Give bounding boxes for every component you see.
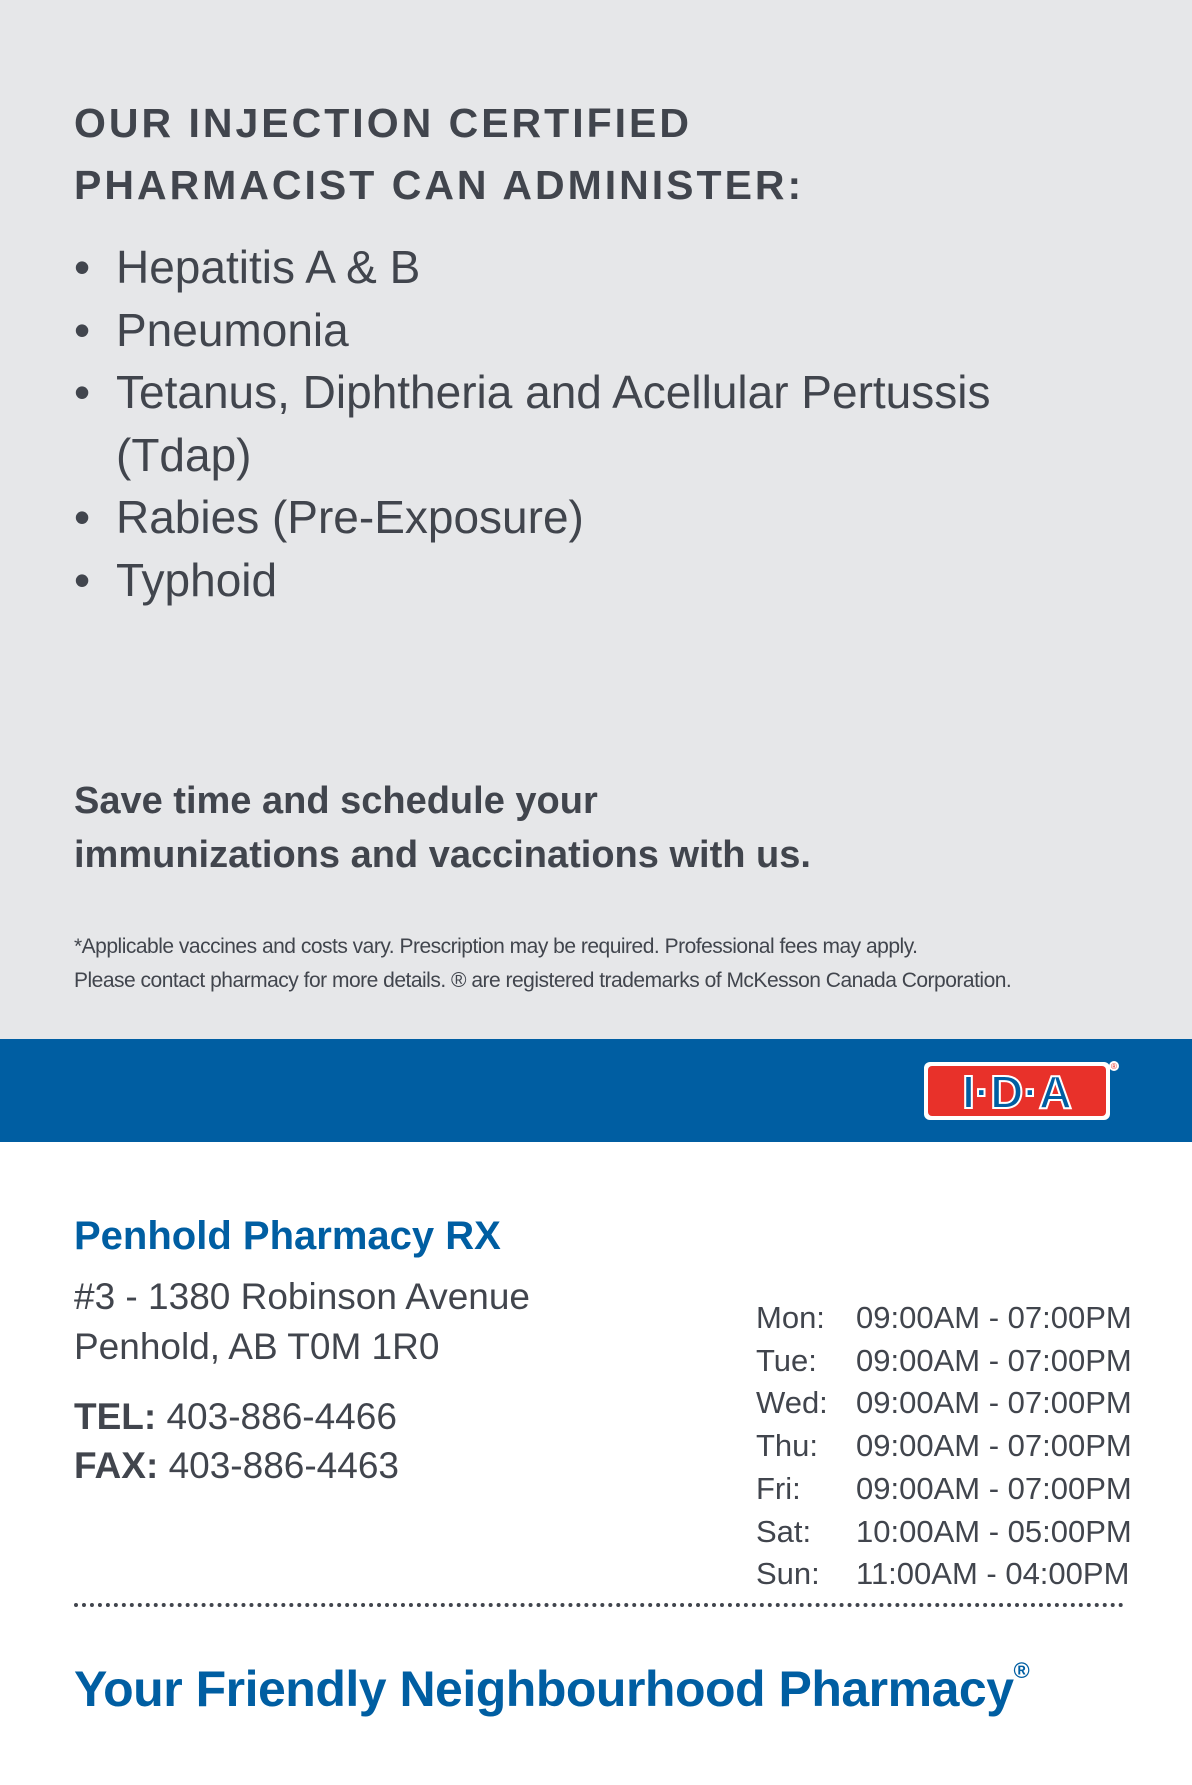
tagline-text: Your Friendly Neighbourhood Pharmacy (74, 1661, 1014, 1717)
time: 09:00AM - 07:00PM (856, 1385, 1132, 1421)
hours-row (756, 1340, 1176, 1383)
registered-mark: ® (1013, 1658, 1030, 1683)
disclaimer (74, 930, 1164, 998)
title-line: OUR INJECTION CERTIFIED (74, 100, 692, 146)
ida-logo (922, 1058, 1122, 1124)
time: 09:00AM - 07:00PM (856, 1342, 1132, 1378)
list-item: • Typhoid (74, 549, 1074, 612)
day: Thu: (756, 1428, 819, 1464)
svg-text:®: ® (1111, 1062, 1117, 1071)
tel-label: TEL: (74, 1396, 157, 1437)
day: Wed: (756, 1385, 828, 1421)
hours-row (756, 1382, 1176, 1425)
list-item: • Tetanus, Diphtheria and Acellular Pertussis (Tdap) (74, 361, 1074, 486)
address-line: Penhold, AB T0M 1R0 (74, 1326, 440, 1367)
disclaimer-line: Please contact pharmacy for more details. ® are registered trademarks of McKesson Canada Corporation. (74, 969, 1012, 992)
list-item: • Rabies (Pre-Exposure) (74, 486, 1074, 549)
svg-text:I·D·A: I·D·A (962, 1066, 1072, 1118)
dotted-divider (74, 1603, 1124, 1607)
fax-number: 403-886-4463 (168, 1445, 399, 1486)
hours-row (756, 1553, 1176, 1596)
time: 09:00AM - 07:00PM (856, 1470, 1132, 1506)
cta-line: Save time and schedule your (74, 780, 598, 822)
day: Tue: (756, 1342, 817, 1378)
day: Fri: (756, 1470, 801, 1506)
opening-hours (756, 1297, 1176, 1596)
title-line: PHARMACIST CAN ADMINISTER: (74, 162, 805, 208)
fax-label: FAX: (74, 1445, 159, 1486)
list-item: • Pneumonia (74, 299, 1074, 362)
pharmacy-name: Penhold Pharmacy RX (74, 1214, 501, 1258)
day: Sat: (756, 1513, 812, 1549)
contact-info (74, 1392, 674, 1490)
time: 11:00AM - 04:00PM (856, 1556, 1130, 1592)
address (74, 1272, 674, 1372)
list-item: • Hepatitis A & B (74, 236, 1074, 299)
cta-line: immunizations and vaccinations with us. (74, 834, 811, 876)
vaccine-list (74, 236, 1074, 612)
address-line: #3 - 1380 Robinson Avenue (74, 1276, 531, 1317)
hours-row (756, 1425, 1176, 1468)
hours-row (756, 1511, 1176, 1554)
hours-row (756, 1468, 1176, 1511)
phone[interactable] (74, 1392, 674, 1441)
call-to-action (74, 774, 1074, 882)
hours-row (756, 1297, 1176, 1340)
day: Sun: (756, 1556, 820, 1592)
time: 09:00AM - 07:00PM (856, 1428, 1132, 1464)
disclaimer-line: *Applicable vaccines and costs vary. Prescription may be required. Professional fees may apply. (74, 935, 918, 958)
tel-number[interactable]: 403-886-4466 (166, 1396, 397, 1437)
page-title (74, 92, 1114, 216)
fax (74, 1441, 674, 1490)
time: 10:00AM - 05:00PM (856, 1513, 1132, 1549)
tagline (74, 1658, 1174, 1718)
time: 09:00AM - 07:00PM (856, 1300, 1132, 1335)
day: Mon: (756, 1300, 825, 1335)
